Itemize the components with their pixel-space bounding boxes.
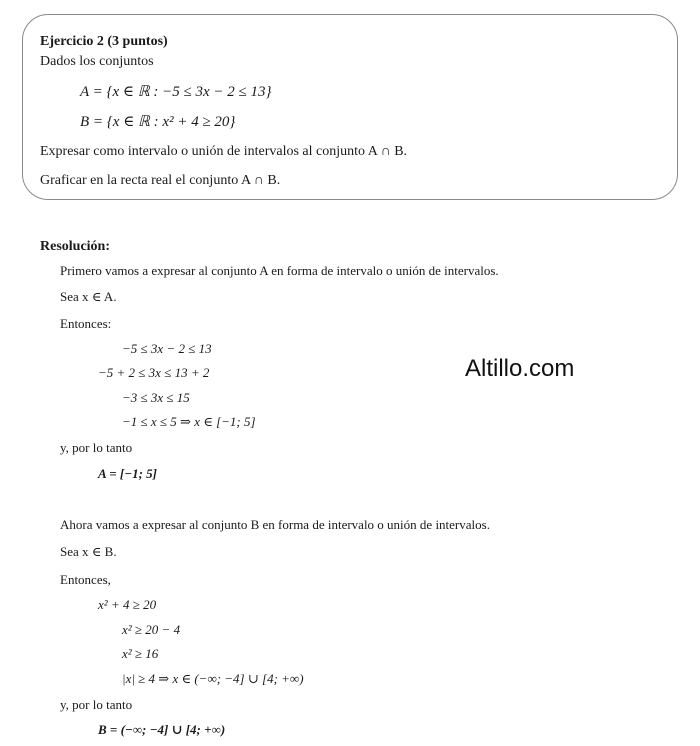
part-a-intro: Primero vamos a expresar al conjunto A en forma de intervalo o unión de intervalos. [60, 263, 499, 278]
part-a-step-2: −5 + 2 ≤ 3x ≤ 13 + 2 [98, 365, 210, 380]
part-b-result: B = (−∞; −4] ∪ [4; +∞) [98, 722, 226, 737]
part-b-let: Sea x ∈ B. [60, 544, 117, 559]
part-b-intro: Ahora vamos a expresar al conjunto B en forma de intervalo o unión de intervalos. [60, 517, 490, 532]
watermark-text: Altillo.com [465, 355, 575, 382]
part-b-step-1: x² + 4 ≥ 20 [98, 597, 157, 612]
part-a-let: Sea x ∈ A. [60, 289, 117, 304]
set-a-definition: A = {x ∈ ℝ : −5 ≤ 3x − 2 ≤ 13} [80, 84, 272, 100]
resolution-heading: Resolución: [40, 239, 110, 254]
part-a-step-1: −5 ≤ 3x − 2 ≤ 13 [122, 341, 212, 356]
part-b-step-4: |x| ≥ 4 ⇒ x ∈ (−∞; −4] ∪ [4; +∞) [122, 671, 304, 686]
part-a-result: A = [−1; 5] [98, 466, 157, 481]
part-b-step-3: x² ≥ 16 [122, 646, 159, 661]
part-b-then: Entonces, [60, 572, 111, 587]
part-a-step-4: −1 ≤ x ≤ 5 ⇒ x ∈ [−1; 5] [122, 414, 256, 429]
problem-title: Ejercicio 2 (3 puntos) [40, 34, 168, 49]
task-interval: Expresar como intervalo o unión de intervalos al conjunto A ∩ B. [40, 144, 408, 159]
task-graph: Graficar en la recta real el conjunto A ∩ B. [40, 173, 281, 188]
part-b-therefore: y, por lo tanto [60, 697, 133, 712]
part-a-therefore: y, por lo tanto [60, 440, 133, 455]
part-a-step-3: −3 ≤ 3x ≤ 15 [122, 390, 190, 405]
part-a-then: Entonces: [60, 316, 112, 331]
set-b-definition: B = {x ∈ ℝ : x² + 4 ≥ 20} [80, 114, 236, 130]
problem-intro: Dados los conjuntos [40, 54, 154, 69]
part-b-step-2: x² ≥ 20 − 4 [122, 622, 181, 637]
